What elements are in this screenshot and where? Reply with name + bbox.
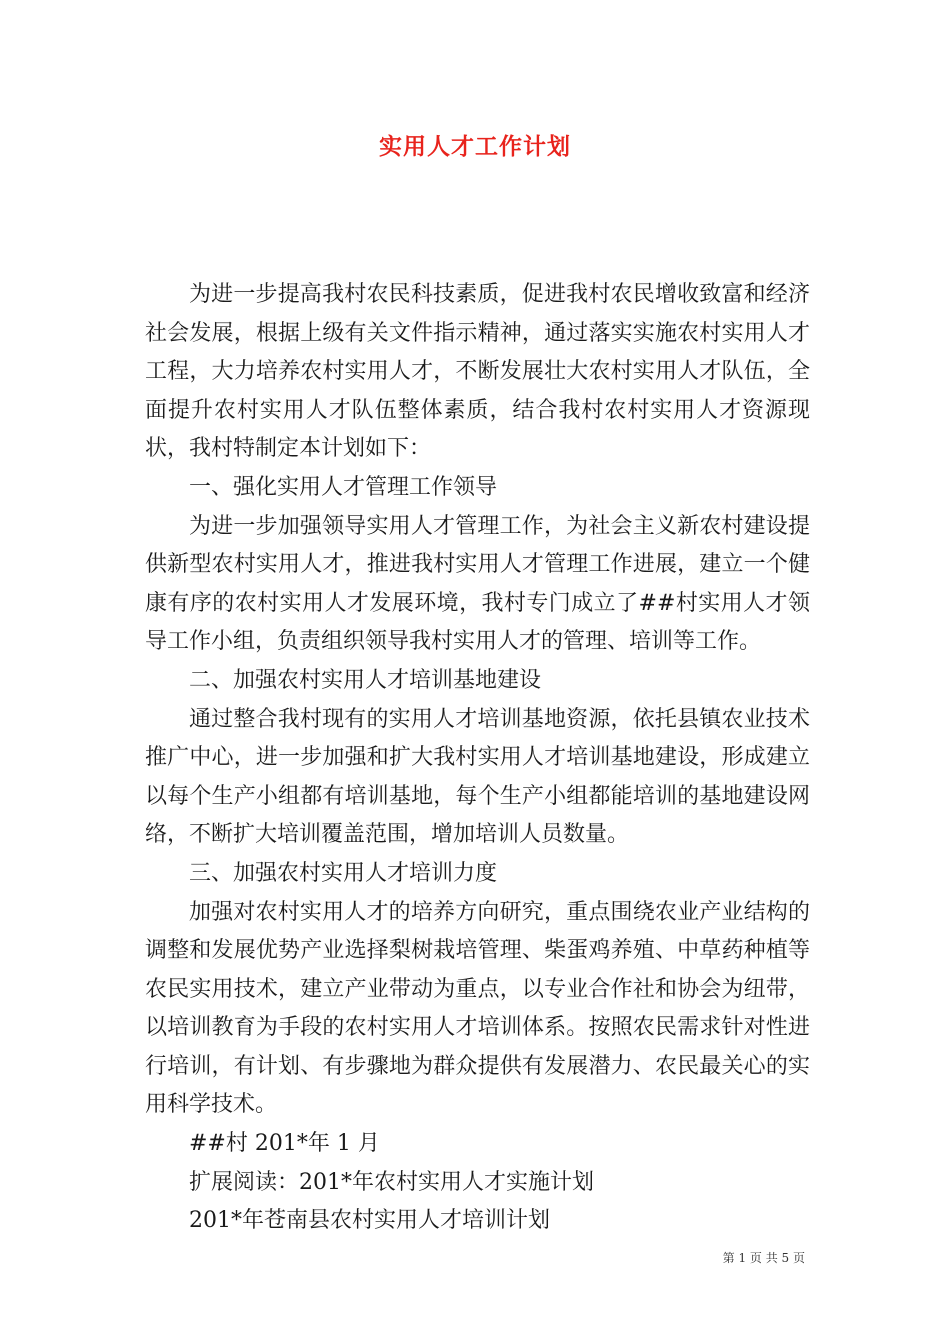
page-number-footer: 第 1 页 共 5 页	[722, 1251, 805, 1265]
document-body	[145, 276, 810, 1241]
section-paragraph-1: 为进一步加强领导实用人才管理工作，为社会主义新农村建设提供新型农村实用人才，推进我村实用人才管理工作进展，建立一个健康有序的农村实用人才发展环境，我村专门成立了##村实用人才领导工作小组，负责组织领导我村实用人才的管理、培训等工作。	[145, 513, 810, 655]
section-heading-2: 二、加强农村实用人才培训基地建设	[189, 667, 542, 693]
related-plan-line: 201*年苍南县农村实用人才培训计划	[189, 1208, 550, 1234]
intro-paragraph: 为进一步提高我村农民科技素质，促进我村农民增收致富和经济社会发展，根据上级有关文件指示精神，通过落实实施农村实用人才工程，大力培养农村实用人才，不断发展壮大农村实用人才队伍，全面提升农村实用人才队伍整体素质，结合我村农村实用人才资源现状，我村特制定本计划如下：	[145, 282, 810, 462]
section-paragraph-2: 通过整合我村现有的实用人才培训基地资源，依托县镇农业技术推广中心，进一步加强和扩大我村实用人才培训基地建设，形成建立以每个生产小组都有培训基地，每个生产小组都能培训的基地建设网络，不断扩大培训覆盖范围，增加培训人员数量。	[145, 706, 810, 848]
document-title: 实用人才工作计划	[379, 133, 571, 160]
signature-date-line: ##村 201*年 1 月	[189, 1131, 380, 1157]
section-heading-1: 一、强化实用人才管理工作领导	[189, 474, 498, 500]
extended-reading-line: 扩展阅读：201*年农村实用人才实施计划	[189, 1169, 594, 1195]
section-paragraph-3: 加强对农村实用人才的培养方向研究，重点围绕农业产业结构的调整和发展优势产业选择梨树栽培管理、柴蛋鸡养殖、中草药种植等农民实用技术，建立产业带动为重点，以专业合作社和协会为纽带，以培训教育为手段的农村实用人才培训体系。按照农民需求针对性进行培训，有计划、有步骤地为群众提供有发展潜力、农民最关心的实用科学技术。	[145, 899, 810, 1118]
section-heading-3: 三、加强农村实用人才培训力度	[189, 860, 498, 886]
